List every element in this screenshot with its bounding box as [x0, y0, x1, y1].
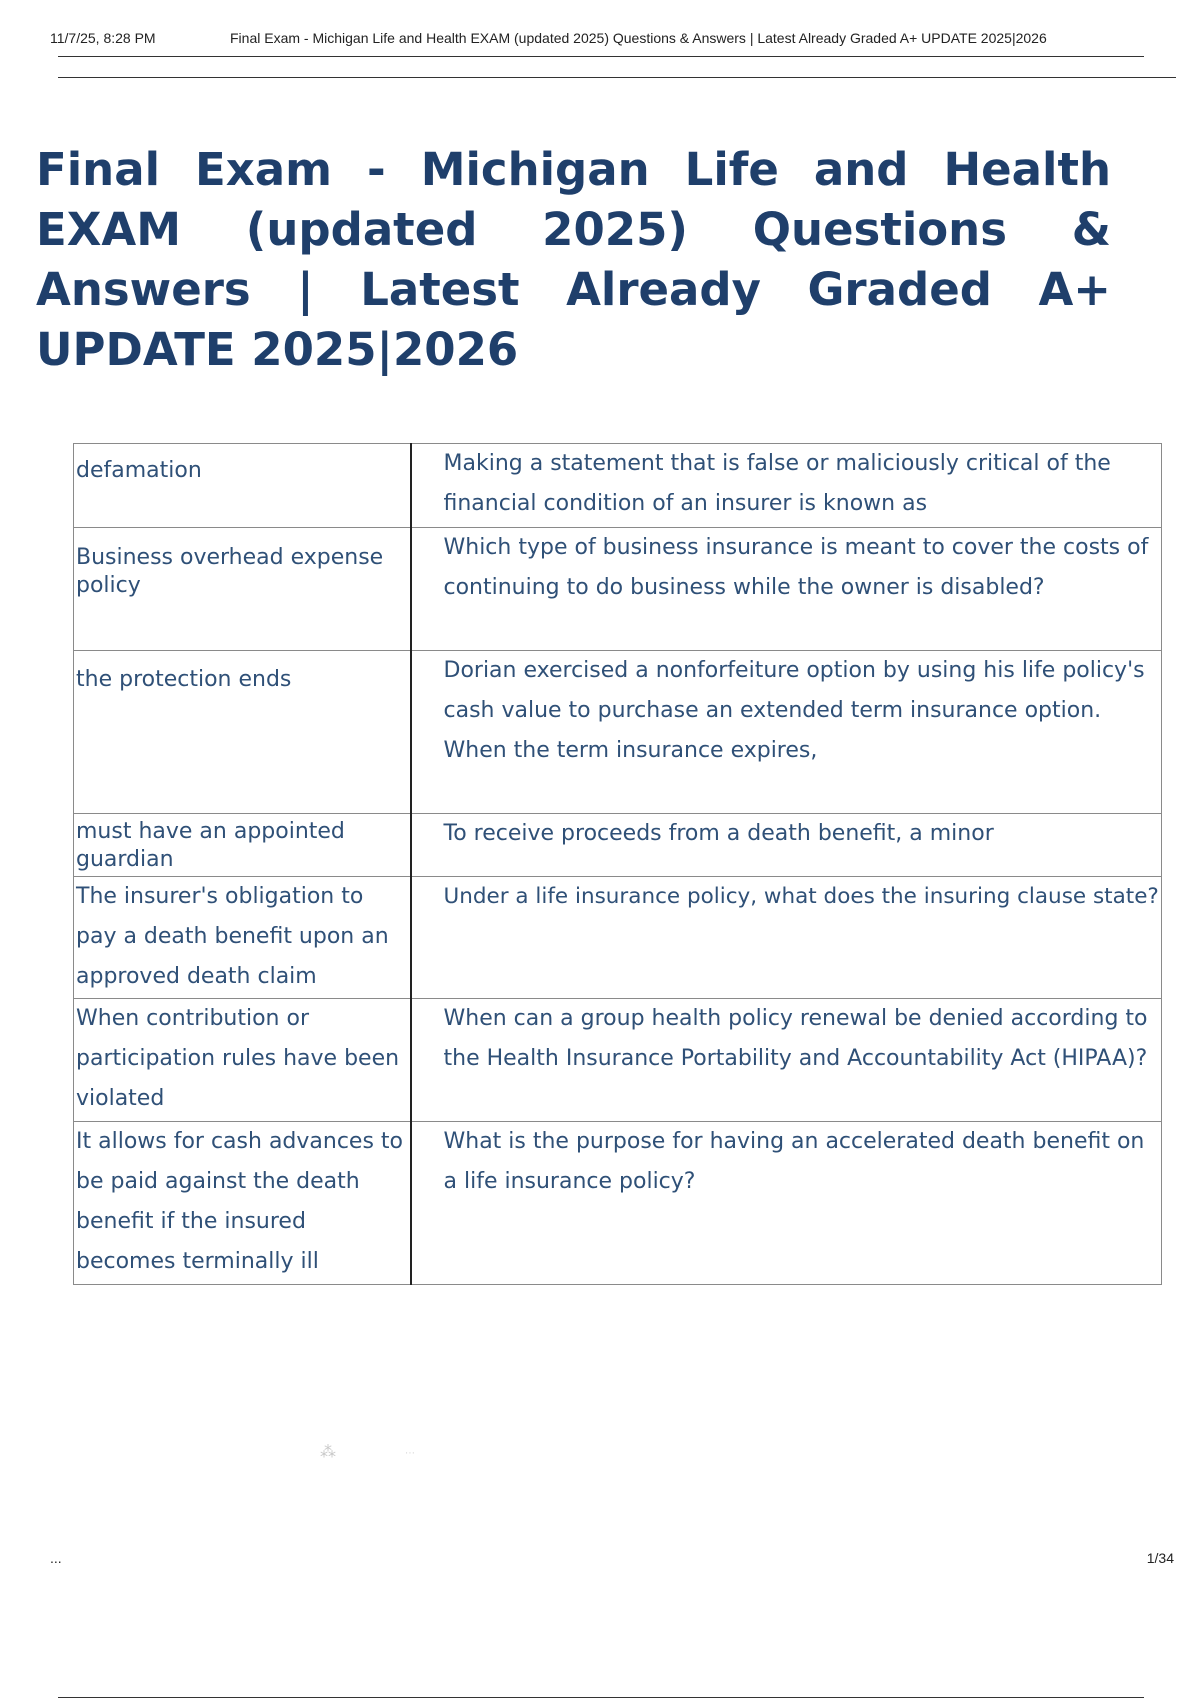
term-cell: [74, 528, 411, 651]
print-date: 11/7/25, 8:28 PM: [50, 30, 156, 46]
term-cell: [74, 1122, 411, 1285]
definition-cell: [411, 999, 1162, 1122]
definition-text: What is the purpose for having an accelerated death benefit on a life insurance policy?: [443, 1129, 1145, 1194]
footer-ellipsis: ...: [50, 1550, 62, 1566]
term-cell: [74, 999, 411, 1122]
table-row: [74, 999, 1162, 1122]
scan-artifact: ⁂: [320, 1442, 336, 1461]
term-cell: [74, 877, 411, 999]
term-text: Business overhead expense policy: [76, 545, 384, 598]
table-row: [74, 1122, 1162, 1285]
print-header-title: Final Exam - Michigan Life and Health EXAM (updated 2025) Questions & Answers | Latest Already Graded A+ UPDATE 2025|2026: [230, 30, 1047, 46]
term-cell: [74, 651, 411, 814]
definition-text: Which type of business insurance is meant to cover the costs of continuing to do business while the owner is disabled?: [443, 535, 1149, 600]
definition-text: When can a group health policy renewal be denied according to the Health Insurance Portability and Accountability Act (HIPAA)?: [443, 1006, 1148, 1071]
term-text: The insurer's obligation to pay a death benefit upon an approved death claim: [76, 884, 389, 989]
print-footer: [50, 1550, 1174, 1570]
print-header: [50, 30, 1170, 50]
table-row: [74, 877, 1162, 999]
term-text: must have an appointed guardian: [76, 819, 345, 872]
definition-cell: [411, 444, 1162, 528]
definition-text: Under a life insurance policy, what does the insuring clause state?: [443, 884, 1159, 909]
footer-rule: [58, 1697, 1144, 1698]
term-text: defamation: [76, 458, 202, 483]
term-text: the protection ends: [76, 667, 292, 692]
qa-table: [73, 443, 1162, 1285]
term-cell: [74, 444, 411, 528]
table-row: [74, 814, 1162, 877]
table-row: [74, 528, 1162, 651]
definition-text: Dorian exercised a nonforfeiture option by using his life policy's cash value to purchase an extended term insurance option. When the term insurance expires,: [443, 658, 1145, 763]
scan-artifact: ⋯: [405, 1448, 415, 1459]
definition-cell: [411, 528, 1162, 651]
definition-cell: [411, 1122, 1162, 1285]
definition-cell: [411, 877, 1162, 999]
definition-cell: [411, 651, 1162, 814]
term-text: When contribution or participation rules have been violated: [76, 1006, 400, 1111]
table-row: [74, 651, 1162, 814]
definition-text: Making a statement that is false or maliciously critical of the financial condition of an insurer is known as: [443, 451, 1111, 516]
definition-text: To receive proceeds from a death benefit, a minor: [443, 821, 994, 846]
table-row: [74, 444, 1162, 528]
header-rule: [58, 56, 1144, 57]
page-title: Final Exam - Michigan Life and Health EXAM (updated 2025) Questions & Answers | Latest Already Graded A+ UPDATE 2025|2026: [36, 143, 1111, 376]
term-text: It allows for cash advances to be paid against the death benefit if the insured becomes terminally ill: [76, 1129, 404, 1274]
header-rule-lower: [58, 77, 1176, 78]
term-cell: [74, 814, 411, 877]
definition-cell: [411, 814, 1162, 877]
page-number: 1/34: [1146, 1550, 1174, 1566]
